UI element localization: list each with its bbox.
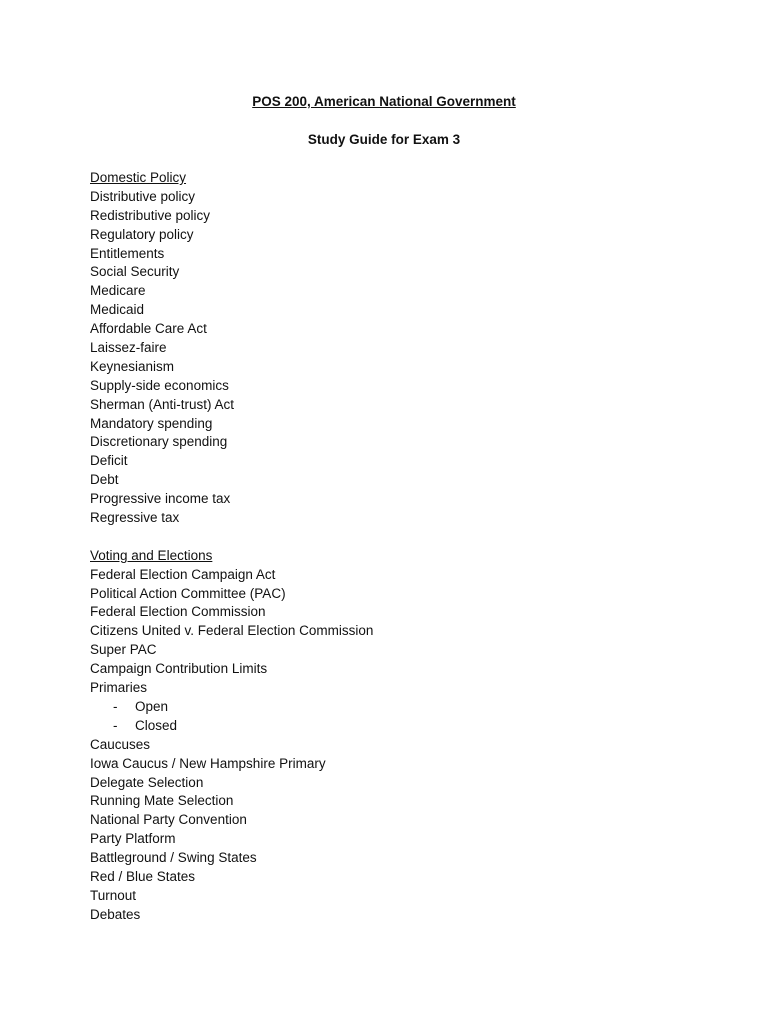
study-subterm-label: Open bbox=[135, 698, 169, 714]
study-term: Debates bbox=[90, 906, 141, 922]
study-subterm-label: Closed bbox=[135, 717, 178, 733]
study-term: Laissez-faire bbox=[90, 340, 167, 356]
study-term: Regressive tax bbox=[90, 510, 180, 526]
study-term: Political Action Committee (PAC) bbox=[90, 585, 286, 601]
study-term: Medicare bbox=[90, 283, 146, 299]
study-term: Turnout bbox=[90, 887, 137, 903]
study-term: Iowa Caucus / New Hampshire Primary bbox=[90, 755, 326, 771]
study-term: Battleground / Swing States bbox=[90, 850, 257, 866]
study-term: Super PAC bbox=[90, 642, 157, 658]
study-term: Campaign Contribution Limits bbox=[90, 661, 268, 677]
study-term: Discretionary spending bbox=[90, 434, 228, 450]
study-term: Entitlements bbox=[90, 245, 165, 261]
study-term: Running Mate Selection bbox=[90, 793, 234, 809]
section-heading: Domestic Policy bbox=[90, 170, 187, 185]
document-title: POS 200, American National Government bbox=[252, 94, 516, 109]
study-term: Federal Election Campaign Act bbox=[90, 566, 276, 582]
study-term: Federal Election Commission bbox=[90, 604, 266, 620]
study-term: Mandatory spending bbox=[90, 415, 213, 431]
study-term: Affordable Care Act bbox=[90, 321, 207, 337]
section-heading: Voting and Elections bbox=[90, 547, 213, 563]
study-term: Primaries bbox=[90, 680, 148, 696]
study-term: Redistributive policy bbox=[90, 207, 211, 223]
study-term: Social Security bbox=[90, 264, 180, 280]
study-term: Red / Blue States bbox=[90, 868, 196, 884]
study-term: Regulatory policy bbox=[90, 226, 194, 242]
study-guide-list bbox=[90, 169, 373, 925]
study-term: Medicaid bbox=[90, 302, 145, 318]
study-subterm bbox=[90, 717, 373, 736]
study-term: National Party Convention bbox=[90, 812, 247, 828]
bullet-dash: - bbox=[113, 717, 118, 733]
document-subtitle: Study Guide for Exam 3 bbox=[307, 132, 461, 147]
study-term: Citizens United v. Federal Election Commission bbox=[90, 623, 374, 639]
study-term: Delegate Selection bbox=[90, 774, 204, 790]
section-spacer bbox=[90, 528, 373, 547]
study-term: Keynesianism bbox=[90, 358, 175, 374]
study-term: Distributive policy bbox=[90, 188, 196, 204]
study-term: Supply-side economics bbox=[90, 377, 229, 393]
study-term: Progressive income tax bbox=[90, 491, 231, 507]
study-term: Debt bbox=[90, 472, 119, 488]
study-term: Sherman (Anti-trust) Act bbox=[90, 396, 235, 412]
study-term: Caucuses bbox=[90, 736, 151, 752]
bullet-dash: - bbox=[113, 698, 118, 714]
study-term: Party Platform bbox=[90, 831, 176, 847]
study-term: Deficit bbox=[90, 453, 128, 469]
study-subterm bbox=[90, 698, 373, 717]
